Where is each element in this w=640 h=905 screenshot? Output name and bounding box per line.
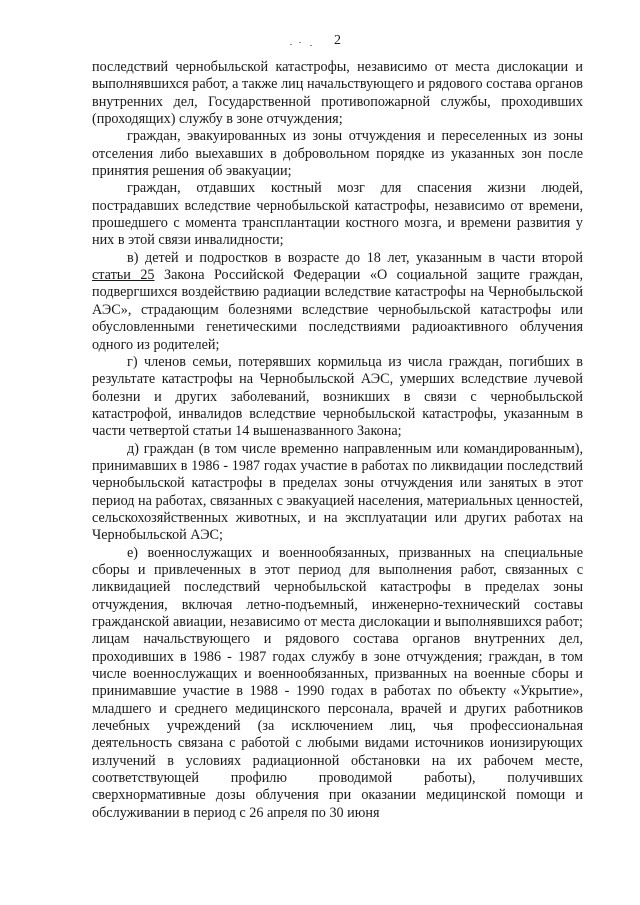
document-body: [92, 59, 583, 822]
page-number: 2: [334, 33, 341, 48]
paragraph-item-v: [92, 250, 583, 354]
item-v-text-before: в) детей и подростков в возрасте до 18 лет, указанным в части второй: [127, 249, 583, 266]
article-25-link[interactable]: статьи 25: [92, 267, 155, 284]
paragraph-continuation: последствий чернобыльской катастрофы, независимо от места дислокации и выполнявшихся работ, а также лиц начальствующего и рядового состава органов внутренних дел, Государственной противопожарной службы, проходивших (проходящих) службу в зоне отчуждения;: [92, 59, 583, 128]
scan-specks: [290, 42, 320, 48]
paragraph-item-d: д) граждан (в том числе временно направленным или командированным), принимавших в 1986 - 1987 годах участие в работах по ликвидации последствий чернобыльской катастрофы в пределах зоны отчуждения или занятых в этот период на работах, связанных с эвакуацией населения, материальных ценностей, сельскохозяйственных животных, и на эксплуатации или других работах на Чернобыльской АЭС;: [92, 440, 583, 544]
paragraph-evacuated: граждан, эвакуированных из зоны отчуждения и переселенных из зоны отселения либо выехавших в добровольном порядке из указанных зон после принятия решения об эвакуации;: [92, 128, 583, 180]
paragraph-item-g: г) членов семьи, потерявших кормильца из числа граждан, погибших в результате катастрофы на Чернобыльской АЭС, умерших вследствие лучевой болезни и других заболеваний, возникших в связи с чернобыльской катастрофой, инвалидов вследствие чернобыльской катастрофы, указанным в части четвертой статьи 14 вышеназванного Закона;: [92, 353, 583, 440]
paragraph-bone-marrow-donors: граждан, отдавших костный мозг для спасения жизни людей, пострадавших вследствие чернобыльской катастрофы, независимо от времени, прошедшего с момента трансплантации костного мозга, и времени развития у них в этой связи инвалидности;: [92, 180, 583, 249]
item-v-text-after: Закона Российской Федерации «О социальной защите граждан, подвергшихся воздействию радиации вследствие катастрофы на Чернобыльской АЭС», страдающим болезнями вследствие чернобыльской катастрофы или обусловленными генетическими последствиями радиоактивного облучения одного из родителей;: [92, 267, 583, 353]
paragraph-item-e: е) военнослужащих и военнообязанных, призванных на специальные сборы и привлеченных в этот период для выполнения работ, связанных с ликвидацией последствий чернобыльской катастрофы в пределах зоны отчуждения, включая летно-подъемный, инженерно-технический составы гражданской авиации, независимо от места дислокации и выполнявшихся работ; лицам начальствующего и рядового состава органов внутренних дел, проходивших в 1986 - 1987 годах службу в зоне отчуждения; граждан, в том числе военнослужащих и военнообязанных, призванных на военные сборы и принимавшие участие в 1988 - 1990 годах в работах по объекту «Укрытие», младшего и среднего медицинского персонала, врачей и других работников лечебных учреждений (за исключением лиц, чья профессиональная деятельность связана с работой с любыми видами источников ионизирующих излучений в условиях радиационной обстановки на их рабочем месте, соответствующей профилю проводимой работы), получивших сверхнормативные дозы облучения при оказании медицинской помощи и обслуживании в период с 26 апреля по 30 июня: [92, 544, 583, 821]
